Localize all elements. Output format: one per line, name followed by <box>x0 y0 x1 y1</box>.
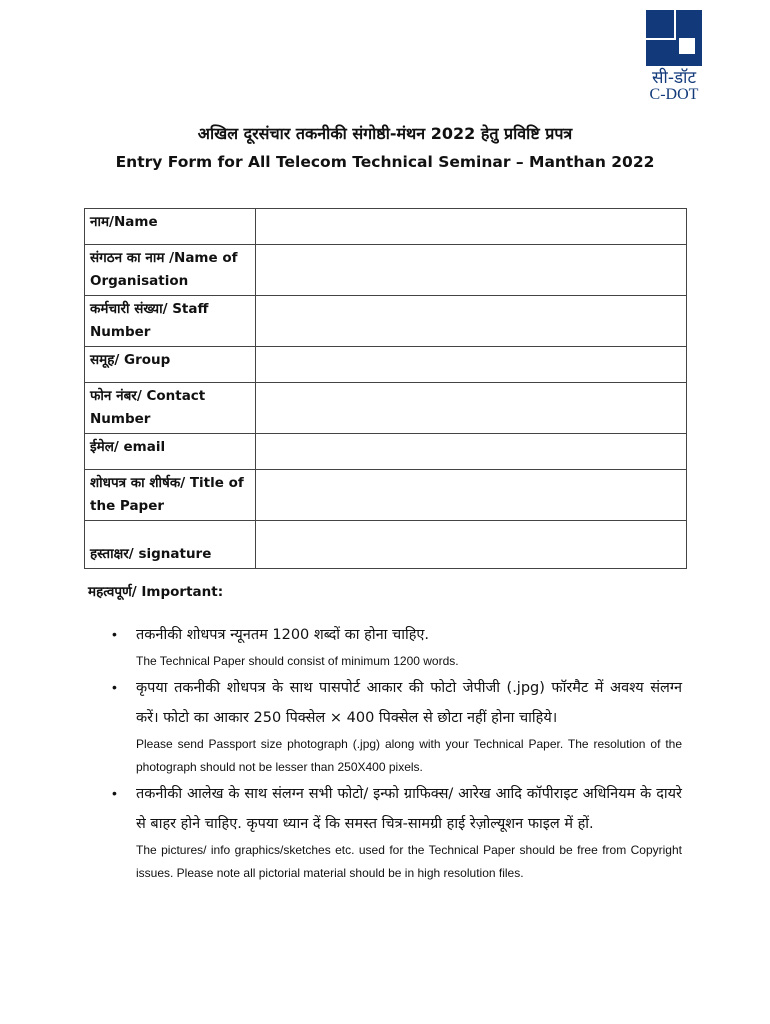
list-item <box>112 779 682 885</box>
form-title-hindi: अखिल दूरसंचार तकनीकी संगोष्ठी-मंथन 2022 हेतु प्रविष्टि प्रपत्र <box>197 124 573 143</box>
form-row-contact-number <box>85 383 687 434</box>
form-row-email <box>85 434 687 470</box>
note-hindi: कृपया तकनीकी शोधपत्र के साथ पासपोर्ट आकार की फोटो जेपीजी (.jpg) फॉरमैट में अवश्य संलग्न करें। फोटो का आकार 250 पिक्सेल × 400 पिक्सेल से छोटा नहीं होना चाहिये। <box>136 680 682 726</box>
note-english: The pictures/ info graphics/sketches etc. used for the Technical Paper should be free from Copyright issues. Please note all pictorial material should be in high resolution files. <box>136 843 682 880</box>
bullet-icon: • <box>112 785 117 801</box>
important-list <box>112 620 682 885</box>
note-english: The Technical Paper should consist of minimum 1200 words. <box>136 654 459 668</box>
contact-number-field[interactable] <box>256 383 687 434</box>
note-hindi: तकनीकी शोधपत्र न्यूनतम 1200 शब्दों का होना चाहिए. <box>136 627 430 643</box>
cdot-emblem-icon <box>646 10 702 66</box>
organisation-field[interactable] <box>256 245 687 296</box>
bullet-icon: • <box>112 679 117 695</box>
entry-form-table <box>84 208 687 569</box>
form-row-group <box>85 347 687 383</box>
cdot-logo <box>644 10 704 103</box>
field-label: कर्मचारी संख्या/ Staff Number <box>85 296 256 347</box>
form-row-paper-title <box>85 470 687 521</box>
logo-hindi-text: सी-डॉट <box>651 68 697 88</box>
field-label: शोधपत्र का शीर्षक/ Title of the Paper <box>85 470 256 521</box>
name-field[interactable] <box>256 209 687 245</box>
note-hindi: तकनीकी आलेख के साथ संलग्न सभी फोटो/ इन्फो ग्राफिक्स/ आरेख आदि कॉपीराइट अधिनियम के दायरे से बाहर होने चाहिए. कृपया ध्यान दें कि समस्त चित्र-सामग्री हाई रेज़ोल्यूशन फाइल में हों. <box>136 786 682 832</box>
email-field[interactable] <box>256 434 687 470</box>
form-row-name <box>85 209 687 245</box>
bullet-icon: • <box>112 626 117 642</box>
list-item <box>112 673 682 779</box>
field-label: समूह/ Group <box>85 347 256 383</box>
staff-number-field[interactable] <box>256 296 687 347</box>
list-item <box>112 620 682 673</box>
group-field[interactable] <box>256 347 687 383</box>
field-label: फोन नंबर/ Contact Number <box>85 383 256 434</box>
note-english: Please send Passport size photograph (.jpg) along with your Technical Paper. The resolution of the photograph should not be lesser than 250X400 pixels. <box>136 737 682 774</box>
field-label: ईमेल/ email <box>85 434 256 470</box>
field-label: संगठन का नाम /Name of Organisation <box>85 245 256 296</box>
paper-title-field[interactable] <box>256 470 687 521</box>
signature-field[interactable] <box>256 521 687 569</box>
field-label: हस्ताक्षर/ signature <box>85 521 256 569</box>
important-heading: महत्वपूर्ण/ Important: <box>88 584 224 600</box>
logo-english-text: C-DOT <box>649 86 699 103</box>
form-row-staff-number <box>85 296 687 347</box>
form-row-organisation <box>85 245 687 296</box>
form-title-english: Entry Form for All Telecom Technical Seminar – Manthan 2022 <box>115 153 655 171</box>
form-row-signature <box>85 521 687 569</box>
field-label: नाम/Name <box>85 209 256 245</box>
